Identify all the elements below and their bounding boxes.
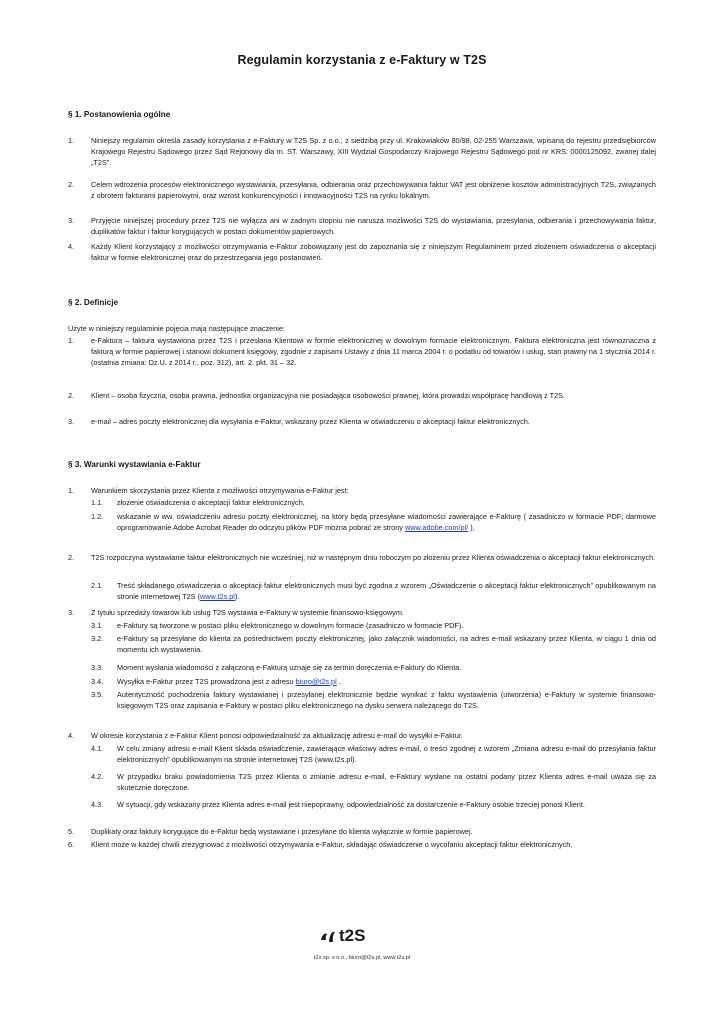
adobe-link[interactable]: www.adobe.com/pl/ [404,523,469,533]
sub-list-item [68,497,656,508]
item-text: e-mail – adres poczty elektronicznej dla wysyłania e-Faktur, wskazany przez Klienta w oświadczeniu o akceptacji faktur elektronicznych. [91,417,530,426]
item-text: W przypadku braku powiadomienia T2S przez Klienta o zmianie adresu e-mail, e-Faktury wysłane na ostatni podany przez Klienta adres e-mail uważa się za skutecznie doręczone. [117,772,656,793]
item-number: 3. [68,216,75,225]
item-text [117,580,656,602]
item-text: e-Faktury są przesyłane do klienta za pośrednictwem poczty elektronicznej, jako załącznik wiadomości, na adres e-mail wskazany przez Klienta, w ciągu 1 dnia od momentu ich wystawienia. [117,634,656,655]
sub-list-item [68,620,656,631]
item-text-before: wskazanie w ww. oświadczeniu adresu poczty elektronicznej, na który będą przesyłane wiadomości zawierające e-Fakturę ( zasadniczo w formacie PDF; darmowe oprogramowanie Adobe Acrobat Reader do odczytu plików PDF można pobrać ze strony [117,512,656,533]
item-number: 3.1. [91,621,104,630]
item-number: 1. [68,136,75,145]
item-text: Klient – osoba fizyczna, osoba prawna, jednostka organizacyjna nie posiadająca osobowości prawnej, która prowadzi współpracę handlową z T2S. [91,391,566,400]
item-number: 2. [68,391,75,400]
item-number: 4.3. [91,800,104,809]
item-text: Przyjęcie niniejszej procedury przez T2S nie wyłącza ani w żadnym stopniu nie narusza możliwości T2S do wystawiania, przesyłania, odbierania i przechowywania faktur, duplikatów faktur i faktur korygujących w postaci dokumentów papierowych. [91,216,656,237]
item-number: 1.2. [91,512,104,521]
item-number: 1. [68,486,75,495]
t2s-logo-icon [317,924,407,946]
sub-list-item [68,580,656,602]
item-number: 3.3. [91,663,104,672]
sub-list-item [68,689,656,711]
sub-list-item [68,633,656,655]
email-link[interactable]: biuro@t2s.pl [295,677,337,686]
section-2-intro: Użyte w niniejszy regulaminie pojęcia mają następujące znaczenie: [68,324,285,333]
item-text: Autentyczność pochodzenia faktury wystawianej i przesyłanej elektronicznie będzie wynikać z faktu wystawienia (utworzenia) e-Faktury w systemie finansowo-księgowym T2S oraz zapisania e-Faktury w postaci pliku elektronicznego na dysku serwera należącego do T2S. [117,690,656,711]
item-number: 3. [68,417,75,426]
item-number: 3.5. [91,690,104,699]
item-number: 3. [68,608,75,617]
item-text: Każdy Klient korzystający z możliwości otrzymywania e-Faktur zobowiązany jest do zapoznania się z niniejszym Regulaminem przed złożeniem oświadczenia o akceptacji faktur w formie elektronicznej oraz do przestrzegania jego postanowień. [91,242,656,263]
list-item [68,179,656,201]
item-text [117,511,656,533]
company-logo [0,924,724,946]
list-item [68,730,656,741]
list-item [68,335,656,369]
item-number: 2. [68,553,75,562]
item-text [117,676,656,687]
item-text: T2S rozpoczyna wystawianie faktur elektronicznych nie wcześniej, niż w następnym dniu roboczym po złożeniu przez Klienta oświadczenia o akceptacji faktur elektronicznych. [91,553,656,562]
item-number: 4.1. [91,744,104,753]
item-number: 4.2. [91,772,104,781]
item-text: złożenie oświadczenia o akceptacji faktur elektronicznych, [117,498,305,507]
item-number: 3.4. [91,677,104,686]
list-item [68,416,656,427]
item-number: 3.2. [91,634,104,643]
item-text: Z tytułu sprzedaży towarów lub usług T2S wystawia e-Faktury w systemie finansowo-księgowym. [91,608,404,617]
item-text-after: . [336,677,341,686]
section-1-heading: § 1. Postanowienia ogólne [68,110,171,119]
item-number: 1.1. [91,498,104,507]
list-item [68,826,656,837]
logo-swoosh [321,934,327,940]
item-text: W sytuacji, gdy wskazany przez Klienta adres e-mail jest niepoprawny, odpowiedzialność za dostarczenie e-Faktury osobie trzeciej ponosi Klient. [117,800,585,809]
item-number: 4. [68,242,75,251]
item-number: 2. [68,180,75,189]
page-footer: t2s sp. z o.o., biuro@t2s.pl, www.t2s.pl [313,955,411,961]
item-text: Klient może w każdej chwili zrezygnować z możliwości otrzymywania e-Faktur, składając oświadczenie o wycofaniu akceptacji faktur elektronicznych. [91,840,573,849]
sub-list-item [68,771,656,793]
sub-list-item [68,743,656,765]
item-number: 4. [68,731,75,740]
item-text: W celu zmiany adresu e-mail Klient składa oświadczenie, zawierające właściwy adres e-mail, o treści zgodnej z wzorem „Zmiana adresu e-mail do przesyłania faktur elektronicznych” opublikowanym na stronie internetowej T2S (www.t2s.pl). [117,744,656,765]
item-text: Celem wdrożenia procesów elektronicznego wystawiania, przesyłania, odbierania oraz przechowywania faktur VAT jest obniżenie kosztów administracyjnych T2S, związanych z obrotem fakturami papierowymi, oraz wzrost konkurencyjności i innowacyjności T2S na rynku lokalnym. [91,180,656,201]
item-text-before: Treść składanego oświadczenia o akceptacji faktur elektronicznych musi być zgodna z wzorem „Oświadczenie o akceptacji faktur elektronicznych” opublikowanym na stronie internetowej T2S ( [117,581,656,602]
item-text: Duplikaty oraz faktury korygujące do e-Faktur będą wystawiane i przesyłane do klienta wyłącznie w formie papierowej. [91,827,473,836]
t2s-website-link[interactable]: www.t2s.pl [200,592,235,602]
item-text: e-Faktury są tworzone w postaci pliku elektronicznego w dowolnym formacie (zasadniczo w formacie PDF). [117,621,464,630]
list-item [68,839,656,850]
sub-list-item [68,676,656,687]
item-text: Warunkiem skorzystania przez Klienta z możliwości otrzymywania e-Faktur jest: [91,486,349,495]
sub-list-item [68,662,656,673]
sub-list-item [68,799,656,810]
item-text: W okresie korzystania z e-Faktur Klient ponosi odpowiedzialność za aktualizację adresu e-mail do wysyłki e-Faktur. [91,731,463,740]
item-text: Niniejszy regulamin określa zasady korzystania z e-Faktury w T2S Sp. z o.o., z siedzibą przy ul. Krakowiaków 80/98, 02-255 Warszawa, wpisaną do rejestru przedsiębiorców Krajowego Rejestru Sądowego przez Sąd Rejonowy dla m. ST. Warszawy, XIII Wydział Gospodarczy Krajowego Rejestru Sądowego pod nr KRS: 0000125092, zwanej dalej „T2S”. [91,136,656,168]
item-number: 5. [68,827,75,836]
section-3-heading: § 3. Warunki wystawiania e-Faktur [68,460,201,469]
item-text-after: ). [234,592,240,602]
item-text: Moment wysłania wiadomości z załączoną e-Fakturą uznaje się za termin doręczenia e-Faktury do Klienta. [117,663,462,672]
sub-list-item [68,511,656,533]
section-2-heading: § 2. Definicje [68,298,119,307]
list-item [68,552,656,563]
logo-swoosh [329,932,335,942]
list-item [68,390,656,401]
item-number: 1. [68,336,75,345]
item-number: 2.1. [91,581,104,590]
list-item [68,607,656,618]
item-text-before: Wysyłka e-Faktur przez T2S prowadzona jest z adresu [117,677,296,686]
item-number: 6. [68,840,75,849]
list-item [68,241,656,263]
list-item [68,215,656,237]
list-item [68,135,656,169]
logo-text: t2S [339,926,366,945]
list-item [68,485,656,496]
page-title: Regulamin korzystania z e-Faktury w T2S [237,53,487,67]
item-text-after: ), [468,523,475,533]
item-text: e-Faktura – faktura wystawiona przez T2S i przesłana Klientowi w formie elektronicznej w dowolnym formacie elektronicznym. Faktura elektroniczna jest równoznaczna z fakturą w formie papierowej i stanowi dokument księgowy, zgodnie z zapisami Ustawy z dnia 11 marca 2004 r. o podatku od towarów i usług, stan prawny na 1 stycznia 2014 r. (ostatnia zmiana: Dz.U. z 2014 r., poz. 312), art. 2. pkt. 31 – 32. [91,336,656,368]
